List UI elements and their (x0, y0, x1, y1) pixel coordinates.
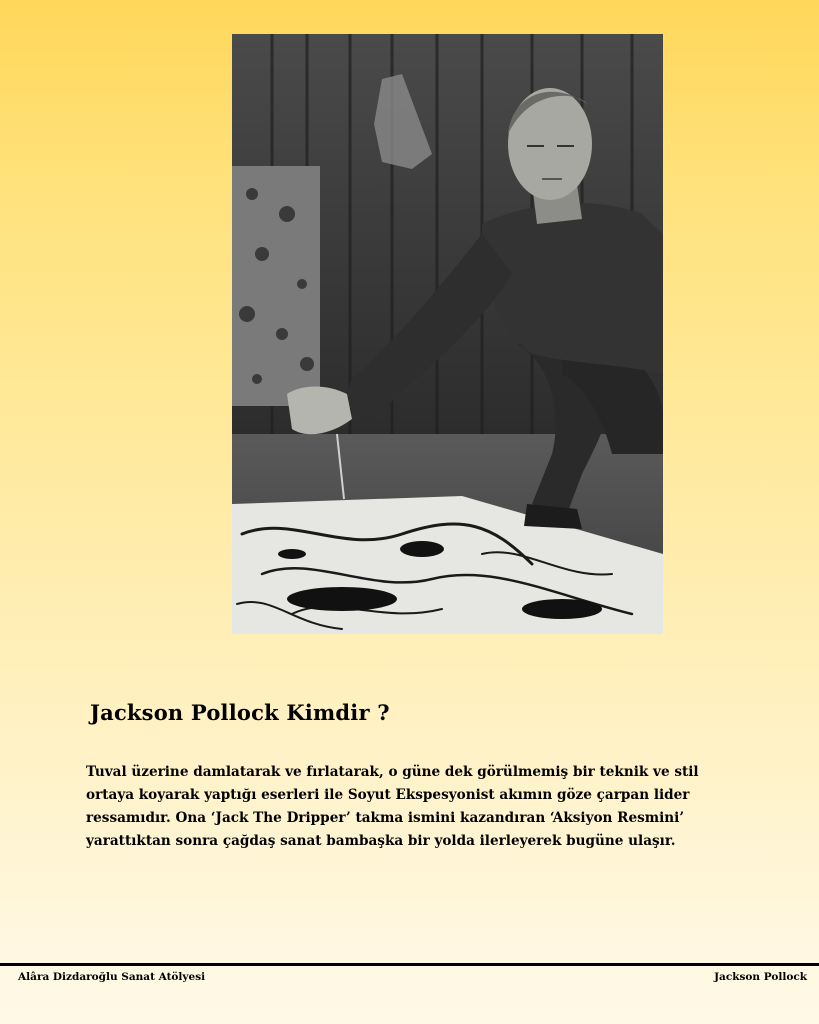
article-title: Jackson Pollock Kimdir ? (90, 700, 390, 725)
pollock-photo (232, 34, 663, 634)
article-body: Tuval üzerine damlatarak ve fırlatarak, o güne dek görülmemiş bir teknik ve stil ortaya koyarak yaptığı eserleri ile Soyut Ekspesyonist akımın göze çarpan lider ressamıdır. Ona ‘Jack The Dripper’ takma ismini kazandıran ‘Aksiyon Resmini’ yarattıktan sonra çağdaş sanat bambaşka bir yolda ilerleyerek bugüne ulaşır. (86, 764, 699, 849)
footer-studio-name: Alâra Dizdaroğlu Sanat Atölyesi (18, 971, 206, 983)
footer-divider (0, 963, 819, 966)
footer-page-subject: Jackson Pollock (714, 971, 807, 983)
